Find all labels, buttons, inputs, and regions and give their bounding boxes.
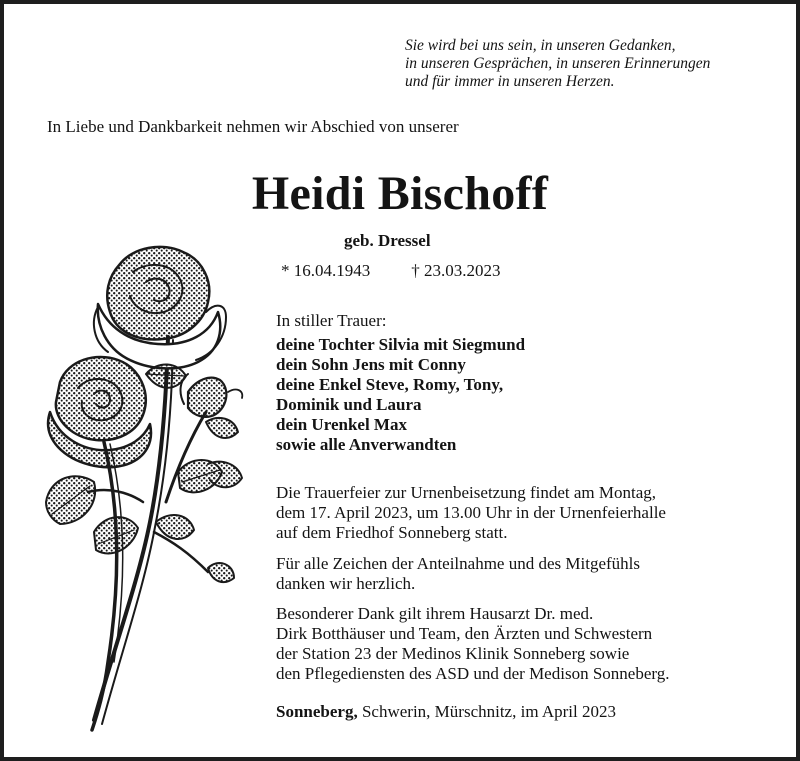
special-thanks-line: den Pflegediensten des ASD und der Medison Sonneberg.	[276, 664, 670, 683]
special-thanks-line: der Station 23 der Medinos Klinik Sonneberg sowie	[276, 644, 630, 663]
thanks-line: danken wir herzlich.	[276, 574, 416, 593]
funeral-line: auf dem Friedhof Sonneberg statt.	[276, 523, 508, 542]
mourner-line: sowie alle Anverwandten	[276, 435, 457, 454]
mourner-line: dein Urenkel Max	[276, 415, 407, 434]
closing-place: Sonneberg,	[276, 702, 358, 721]
mourner-line: dein Sohn Jens mit Conny	[276, 355, 466, 374]
mourning-label: In stiller Trauer:	[276, 311, 387, 330]
rose-drawing-icon	[38, 242, 260, 734]
motto-line: Sie wird bei uns sein, in unseren Gedanken,	[405, 37, 676, 54]
special-thanks-line: Besonderer Dank gilt ihrem Hausarzt Dr. med.	[276, 604, 594, 623]
funeral-line: dem 17. April 2023, um 13.00 Uhr in der Urnenfeierhalle	[276, 503, 666, 522]
funeral-line: Die Trauerfeier zur Urnenbeisetzung findet am Montag,	[276, 483, 657, 502]
mourners-list	[276, 335, 525, 455]
mourner-line: deine Tochter Silvia mit Siegmund	[276, 335, 526, 354]
death-date: † 23.03.2023	[411, 261, 501, 280]
birth-name: geb. Dressel	[344, 231, 431, 250]
mourner-line: Dominik und Laura	[276, 395, 422, 414]
mourner-line: deine Enkel Steve, Romy, Tony,	[276, 375, 504, 394]
special-thanks-text	[276, 604, 669, 684]
deceased-name: Heidi Bischoff	[251, 167, 549, 220]
birth-date: * 16.04.1943	[281, 261, 371, 280]
funeral-info	[276, 483, 666, 543]
motto-line: in unseren Gesprächen, in unseren Erinnerungen	[405, 55, 711, 72]
motto-line: und für immer in unseren Herzen.	[405, 73, 615, 90]
closing-rest: Schwerin, Mürschnitz, im April 2023	[357, 702, 616, 721]
life-dates	[281, 261, 501, 281]
closing-line	[276, 702, 616, 722]
motto-verse	[405, 37, 785, 91]
intro-text: In Liebe und Dankbarkeit nehmen wir Abschied von unserer	[47, 117, 459, 136]
thanks-text	[276, 554, 640, 594]
special-thanks-line: Dirk Botthäuser und Team, den Ärzten und Schwestern	[276, 624, 653, 643]
thanks-line: Für alle Zeichen der Anteilnahme und des Mitgefühls	[276, 554, 640, 573]
